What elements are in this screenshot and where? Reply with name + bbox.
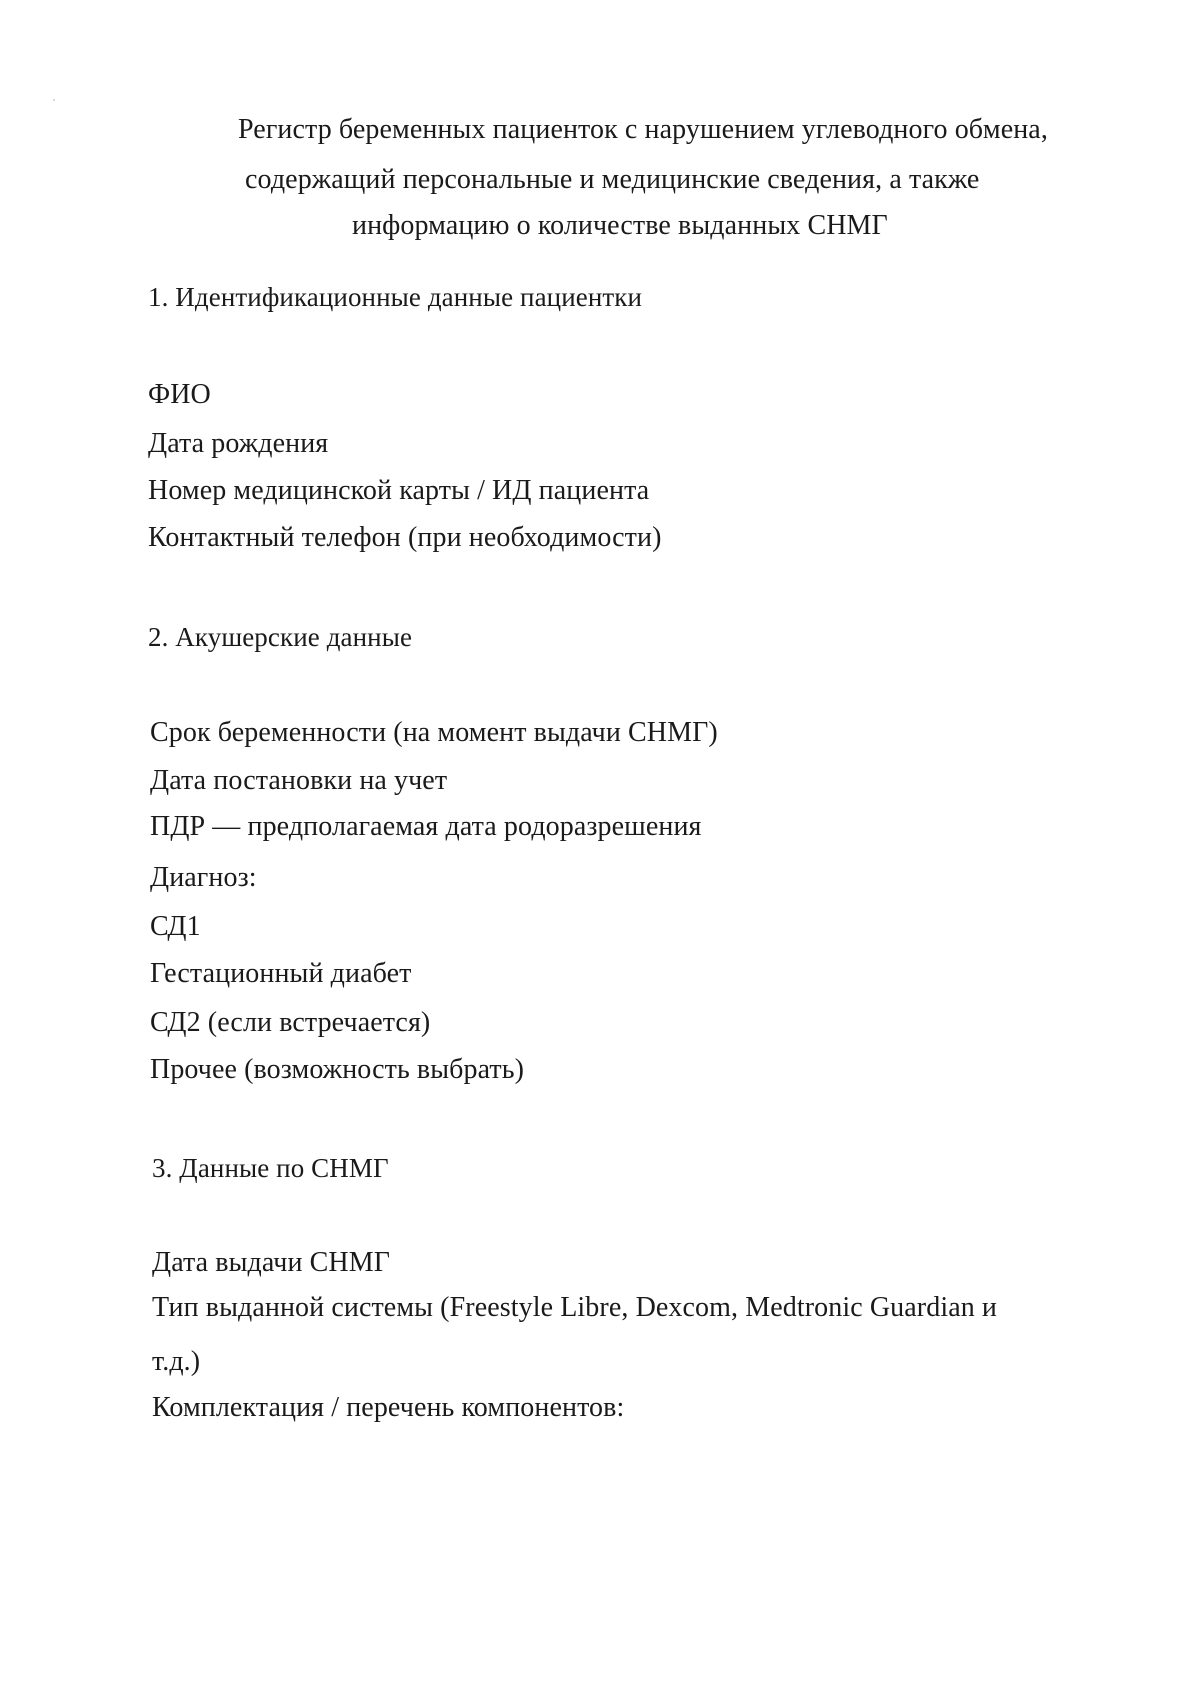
section-3-item-system-type-cont: т.д.) — [152, 1346, 201, 1377]
section-3-item-components: Комплектация / перечень компонентов: — [152, 1392, 625, 1423]
title-line-1: Регистр беременных пациенток с нарушением углеводного обмена, — [238, 114, 1048, 145]
scan-speck — [53, 99, 55, 101]
section-2-heading: 2. Акушерские данные — [148, 622, 413, 652]
section-2-item-diagnosis: Диагноз: — [150, 862, 257, 893]
section-1-item-record-id: Номер медицинской карты / ИД пациента — [148, 475, 650, 506]
section-3-heading: 3. Данные по СНМГ — [152, 1153, 389, 1183]
section-2-item-registration-date: Дата постановки на учет — [150, 765, 448, 796]
section-2-item-due-date: ПДР — предполагаемая дата родоразрешения — [150, 811, 702, 842]
section-3-item-system-type: Тип выданной системы (Freestyle Libre, Dexcom, Medtronic Guardian и — [152, 1292, 998, 1323]
section-2-item-gestational: Гестационный диабет — [150, 958, 412, 989]
section-3-item-issue-date: Дата выдачи СНМГ — [152, 1247, 391, 1278]
section-1-item-full-name: ФИО — [148, 379, 211, 410]
title-line-2: содержащий персональные и медицинские сведения, а также — [245, 164, 980, 195]
section-2-item-dm2: СД2 (если встречается) — [150, 1007, 431, 1038]
section-1-item-phone: Контактный телефон (при необходимости) — [148, 522, 662, 553]
section-2-item-other: Прочее (возможность выбрать) — [150, 1054, 525, 1085]
section-1-item-birth-date: Дата рождения — [148, 428, 329, 459]
title-line-3: информацию о количестве выданных СНМГ — [352, 210, 888, 241]
section-2-item-term: Срок беременности (на момент выдачи СНМГ) — [150, 717, 718, 748]
section-2-item-dm1: СД1 — [150, 911, 201, 942]
section-1-heading: 1. Идентификационные данные пациентки — [148, 282, 643, 312]
